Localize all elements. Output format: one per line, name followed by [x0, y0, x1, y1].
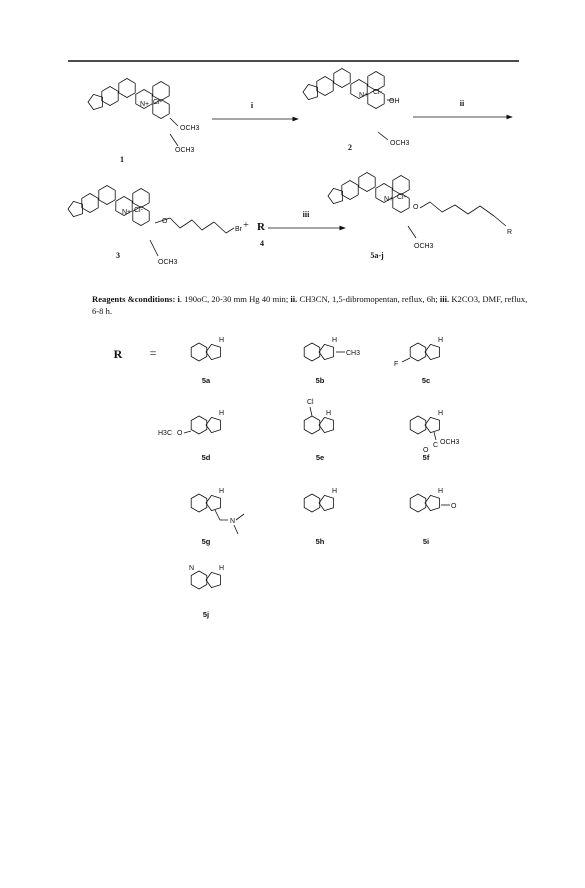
compound-5-dioxole-ring — [328, 188, 343, 203]
compound-5-ring-d — [393, 176, 409, 195]
substituent-5c-f: F — [394, 361, 399, 368]
substituent-5g-ch2-bond — [215, 510, 228, 520]
compound-5-label: 5a-j — [370, 251, 384, 260]
substituent-5a-benzene-ring — [191, 343, 207, 361]
substituent-5c-f-bond — [402, 358, 410, 362]
substituent-5g-me1 — [236, 514, 244, 520]
substituent-5d-o: O — [177, 430, 183, 437]
substituent-5j-label: 5j — [202, 610, 210, 619]
substituent-5e-cl: Cl — [307, 399, 314, 406]
substituent-5j-pyrrole-ring — [206, 572, 221, 587]
substituent-5j-nh: H — [219, 565, 225, 572]
substituent-5b-pyrrole-ring — [319, 344, 334, 359]
substituent-5b-nh: H — [332, 337, 338, 344]
compound-1-dioxole-ring — [88, 94, 103, 109]
r-equals: = — [149, 346, 157, 360]
substituent-5i-benzene-ring — [410, 494, 426, 512]
compound-2-ring-d — [368, 72, 384, 91]
compound-5-r: R — [507, 229, 513, 236]
substituent-5h-pyrrole-ring — [319, 495, 334, 510]
compound-3-nplus: N+ — [122, 209, 132, 216]
r-symbol: R — [113, 347, 123, 361]
substituent-5g-nh: H — [219, 488, 225, 495]
substituent-5c-label: 5c — [421, 376, 431, 385]
substituent-5g-n: N — [230, 518, 236, 525]
compound-5-cl: Cl- — [397, 194, 406, 201]
compound-1-ring-d — [153, 82, 169, 101]
compound-3-sub: OCH3 — [158, 259, 178, 266]
substituent-5e-nh: H — [326, 410, 332, 417]
compound-2-sub-ome: OCH3 — [390, 140, 410, 147]
compound-1-bond-ome1 — [170, 118, 178, 126]
substituent-5d-pyrrole-ring — [206, 417, 221, 432]
compound-2-ring-a — [317, 77, 333, 96]
compound-5-bond-ome — [408, 226, 416, 238]
compound-4-label: 4 — [260, 239, 264, 248]
compound-1-cl: Cl- — [153, 99, 162, 106]
caption-step-iii: iii. — [439, 294, 450, 304]
caption-step-i: i — [177, 294, 180, 304]
substituent-5e-label: 5e — [315, 453, 325, 462]
compound-3-label: 3 — [116, 251, 120, 260]
substituent-5h-benzene-ring — [304, 494, 320, 512]
substituent-5f-label: 5f — [422, 453, 430, 462]
compound-5-ring-a — [342, 181, 358, 200]
compound-2-cl: Cl- — [373, 89, 382, 96]
compound-5-nplus: N+ — [384, 196, 394, 203]
step-iii-label: iii — [302, 210, 310, 219]
compound-2-bond-ome — [378, 132, 388, 140]
compound-2-dioxole-ring — [303, 84, 318, 99]
step-ii-label: ii — [459, 99, 465, 108]
reagents-caption — [92, 293, 532, 317]
substituent-5i-nh: H — [438, 488, 444, 495]
compound-3-br: Br — [235, 226, 242, 233]
substituent-5b-benzene-ring — [304, 343, 320, 361]
compound-4-symbol: R — [257, 221, 265, 233]
caption-heading: Reagents &conditions: — [92, 294, 176, 304]
substituent-5f-o: O — [423, 447, 429, 454]
substituent-5d-nh: H — [219, 410, 225, 417]
compound-3-bond-ome — [150, 240, 158, 256]
compound-1-label: 1 — [120, 155, 124, 164]
substituent-5i-pyrrole-ring — [425, 495, 440, 510]
substituent-5d-h3c: H3C — [158, 430, 173, 437]
compound-1-sub-1: OCH3 — [180, 125, 200, 132]
substituent-5a-pyrrole-ring — [206, 344, 221, 359]
compound-3-cl: Cl- — [134, 207, 143, 214]
caption-step-iii-text: K2CO3, DMF, reflux, 6-8 h. — [92, 294, 528, 316]
compound-3-dioxole-ring — [68, 201, 83, 216]
compound-3-ether-o: O — [162, 218, 168, 225]
substituent-5f-nh: H — [438, 410, 444, 417]
substituent-5g-benzene-ring — [191, 494, 207, 512]
compound-5-sub: OCH3 — [414, 243, 434, 250]
substituent-5e-pyrrole-ring — [319, 417, 334, 432]
substituent-5a-label: 5a — [201, 376, 211, 385]
substituent-5d-o-bond — [184, 431, 191, 433]
compound-5-ring-b — [359, 173, 375, 192]
substituent-5c-pyrrole-ring — [425, 344, 440, 359]
substituent-5f-ester-bond — [434, 432, 436, 440]
substituent-5f-c: C — [433, 442, 439, 449]
substituent-5c-benzene-ring — [410, 343, 426, 361]
compound-3-ring-d — [133, 189, 149, 208]
compound-1-ring-b — [119, 79, 135, 98]
substituent-5e-benzene-ring — [304, 416, 320, 434]
caption-step-i-text: . 190oC, 20-30 mm Hg 40 min; — [179, 294, 289, 304]
caption-step-ii: ii. — [290, 294, 298, 304]
compound-3-ring-a — [82, 194, 98, 213]
compound-1-ring-a — [102, 87, 118, 106]
caption-step-ii-text: CH3CN, 1,5-dibromopentan, reflux, 6h; — [297, 294, 438, 304]
compound-2-label: 2 — [348, 143, 352, 152]
substituent-5j-n: N — [189, 565, 195, 572]
substituent-5g-me2 — [234, 525, 238, 534]
substituent-5f-benzene-ring — [410, 416, 426, 434]
substituent-5f-pyrrole-ring — [425, 417, 440, 432]
substituent-5j-benzene-ring — [191, 571, 207, 589]
substituent-5g-pyrrole-ring — [206, 495, 221, 510]
substituent-5g-label: 5g — [201, 537, 211, 546]
compound-1-bond-ome2 — [170, 134, 178, 146]
plus-sign: + — [243, 220, 249, 231]
substituent-5b-methyl: CH3 — [346, 350, 361, 357]
substituent-5d-label: 5d — [201, 453, 211, 462]
compound-2-ring-b — [334, 69, 350, 88]
substituent-5h-label: 5h — [315, 537, 325, 546]
substituent-5d-benzene-ring — [191, 416, 207, 434]
compound-5-ether-o: O — [413, 204, 419, 211]
compound-1-sub-2: OCH3 — [175, 147, 195, 154]
compound-3-ring-b — [99, 186, 115, 205]
compound-1-nplus: N+ — [140, 101, 150, 108]
substituent-5b-label: 5b — [315, 376, 325, 385]
substituent-5i-label: 5i — [422, 537, 430, 546]
compound-2-nplus: N+ — [359, 92, 369, 99]
substituent-5e-cl-bond — [310, 407, 312, 416]
substituent-5h-nh: H — [332, 488, 338, 495]
substituent-5f-och3: OCH3 — [440, 439, 460, 446]
substituent-5a-nh: H — [219, 337, 225, 344]
compound-2-sub-oh: OH — [389, 98, 400, 105]
substituent-5c-nh: H — [438, 337, 444, 344]
compound-5-chain — [420, 202, 506, 226]
step-i-label: i — [250, 101, 254, 110]
substituent-5i-o: O — [451, 503, 457, 510]
